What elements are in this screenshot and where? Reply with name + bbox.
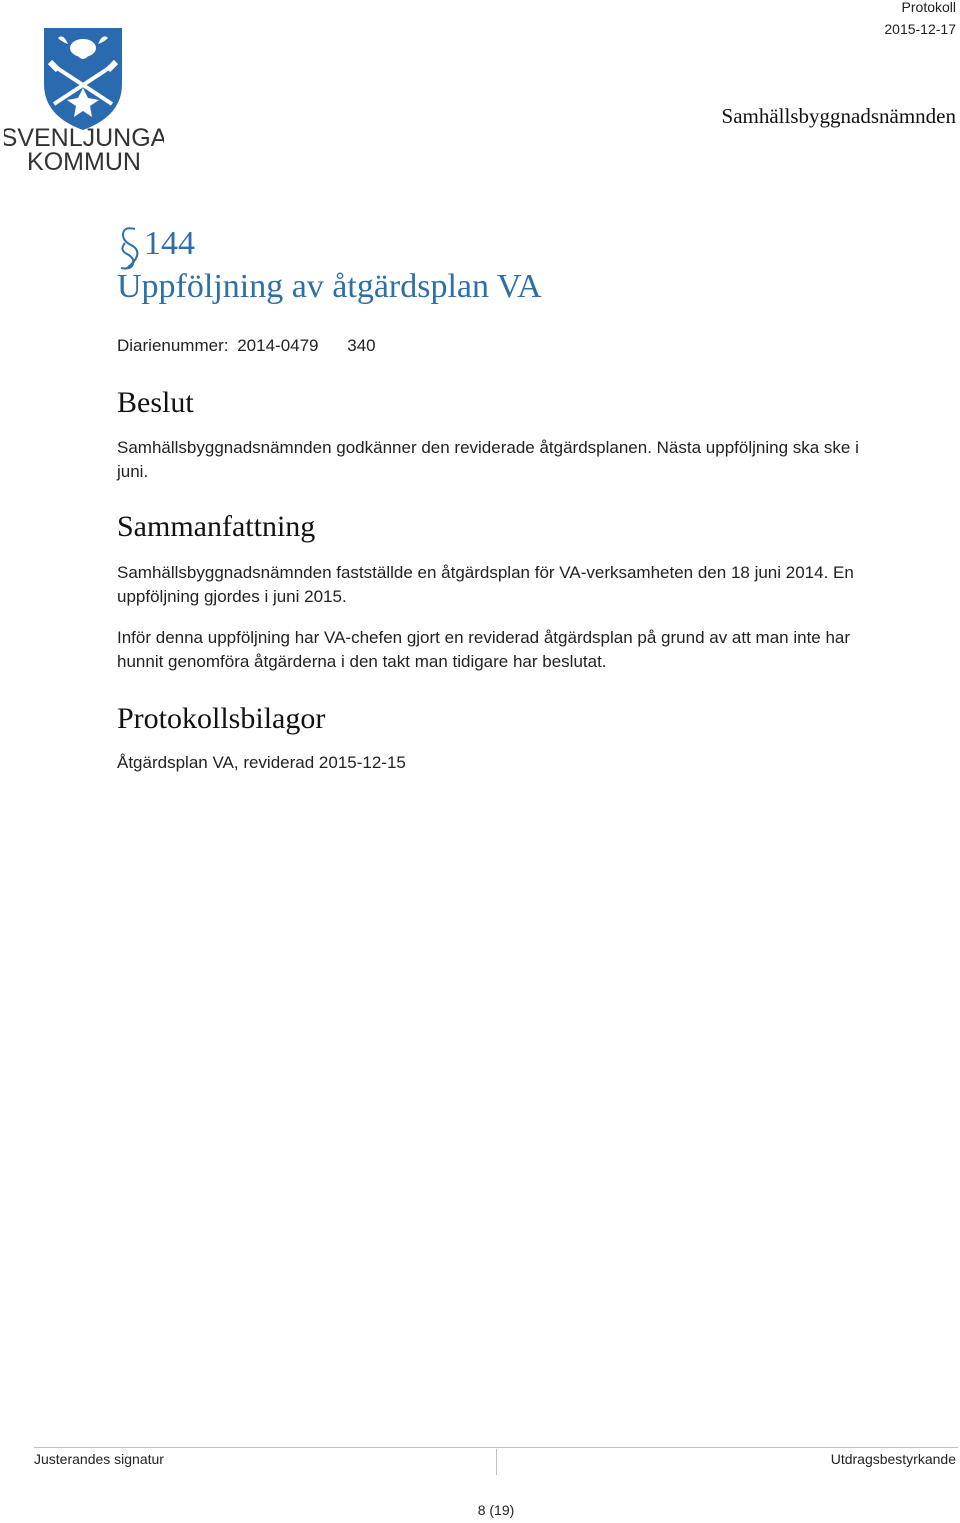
municipality-logo xyxy=(4,26,164,172)
section-sign-icon xyxy=(117,226,143,272)
diarienummer-extra: 340 xyxy=(347,336,376,355)
coat-of-arms-icon xyxy=(4,26,164,172)
diarienummer-value: 2014-0479 xyxy=(237,336,319,355)
logo-line2: KOMMUN xyxy=(27,148,141,172)
beslut-heading: Beslut xyxy=(117,386,194,419)
footer-divider xyxy=(496,1449,497,1475)
document-date: 2015-12-17 xyxy=(884,21,956,37)
sammanfattning-paragraph-1: Samhällsbyggnadsnämnden fastställde en åtgärdsplan för VA-verksamheten den 18 juni 2014. En uppföljning gjordes i juni 2015. xyxy=(117,563,854,606)
paragraph-number: 144 xyxy=(144,225,195,262)
justerandes-signatur: Justerandes signatur xyxy=(34,1451,164,1467)
diarienummer-label: Diarienummer: xyxy=(117,336,229,355)
beslut-text: Samhällsbyggnadsnämnden godkänner den reviderade åtgärdsplanen. Nästa uppföljning ska ske i juni. xyxy=(117,438,859,481)
bilaga-item: Åtgärdsplan VA, reviderad 2015-12-15 xyxy=(117,753,406,772)
bilagor-heading: Protokollsbilagor xyxy=(117,702,326,735)
document-type: Protokoll xyxy=(901,0,956,15)
sammanfattning-paragraph-2: Inför denna uppföljning har VA-chefen gjort en reviderad åtgärdsplan på grund av att man inte har hunnit genomföra åtgärderna i den takt man tidigare har beslutat. xyxy=(117,628,851,671)
committee-name: Samhällsbyggnadsnämnden xyxy=(721,104,956,128)
logo-line1: SVENLJUNGA xyxy=(4,124,164,152)
utdragsbestyrkande: Utdragsbestyrkande xyxy=(830,1451,956,1467)
page-number: 8 (19) xyxy=(477,1502,515,1518)
footer-rule xyxy=(34,1447,958,1448)
paragraph-title: Uppföljning av åtgärdsplan VA xyxy=(117,268,542,305)
diarienummer xyxy=(117,336,376,356)
sammanfattning-heading: Sammanfattning xyxy=(117,510,316,543)
